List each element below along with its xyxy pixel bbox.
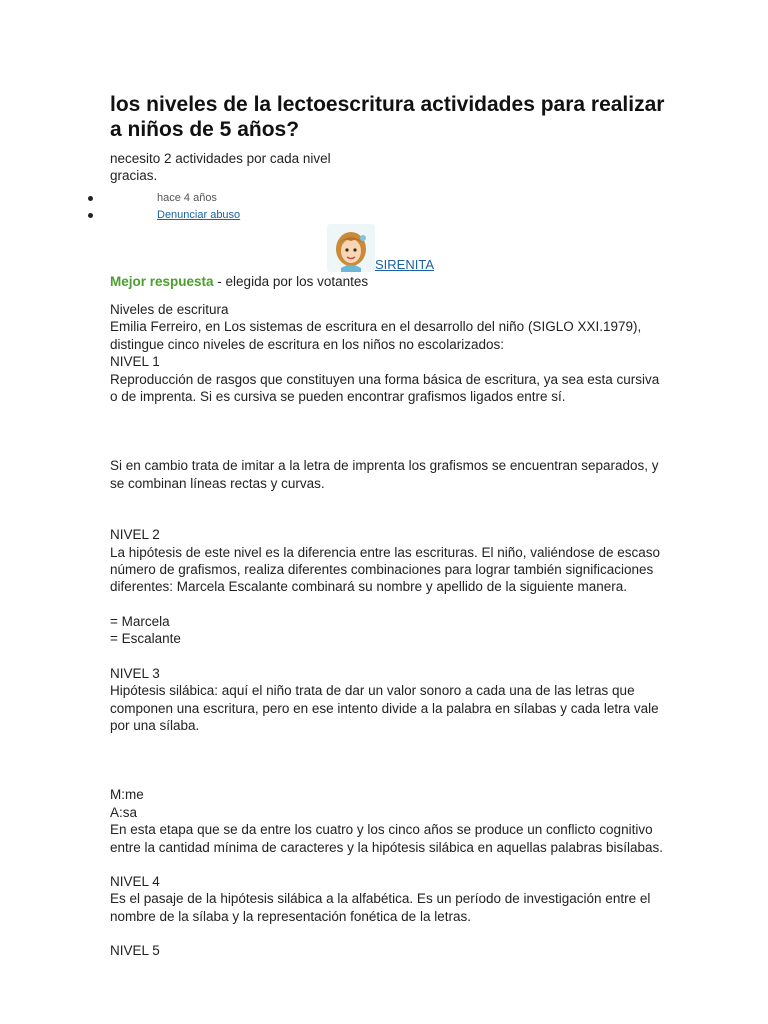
report-abuse-link[interactable]: Denunciar abuso [157,209,241,221]
answer-paragraph: Niveles de escritura [110,302,229,317]
time-ago: hace 4 años [157,192,217,204]
example-line: A:sa [110,804,138,820]
example-line: M:me [110,787,144,803]
answer-body [110,301,670,960]
answer-paragraph: Si en cambio trata de imitar a la letra de imprenta los grafismos se encuentran separados, y se combinan líneas rectas y curvas. [110,458,659,491]
answer-paragraph: Emilia Ferreiro, en Los sistemas de escritura en el desarrollo del niño (SIGLO XXI.1979), distingue cinco niveles de escritura en los niños no escolarizados: [110,319,642,352]
best-answer-line [110,274,368,289]
bullet-icon [88,213,93,218]
answer-paragraph: La hipótesis de este nivel es la diferencia entre las escrituras. El niño, valiéndose de escaso número de grafismos, realiza diferentes combinaciones para lograr también significaciones diferentes: Marcela Escalante combinará su nombre y apellido de la siguiente manera. [110,544,661,595]
level-heading: NIVEL 1 [110,354,160,370]
question-line: gracias. [110,168,158,183]
level-heading: NIVEL 5 [110,943,160,959]
question-line: necesito 2 actividades por cada nivel [110,151,331,166]
question-title: los niveles de la lectoescritura actividades para realizar a niños de 5 años? [110,93,665,141]
girl-avatar-icon[interactable] [327,224,375,272]
answer-paragraph: Reproducción de rasgos que constituyen una forma básica de escritura, ya sea esta cursiva o de imprenta. Si es cursiva se pueden encontrar grafismos ligados entre sí. [110,371,660,405]
answer-paragraph: Hipótesis silábica: aquí el niño trata de dar un valor sonoro a cada una de las letras que componen una escritura, pero en ese intento divide a la palabra en sílabas y cada letra vale por una sílaba. [110,683,659,733]
bullet-icon [88,196,93,201]
question-block [110,92,670,184]
answer-paragraph: Es el pasaje de la hipótesis silábica a la alfabética. Es un período de investigación entre el nombre de la sílaba y la representación fonética de la letras. [110,891,651,924]
answer-paragraph: En esta etapa que se da entre los cuatro y los cinco años se produce un conflicto cognitivo entre la cantidad mínima de caracteres y la hipótesis silábica en aquellas palabras bisílabas. [110,822,664,855]
answerer-name-link[interactable]: SIRENITA [375,257,434,272]
best-answer-suffix: - elegida por los votantes [213,274,369,289]
level-heading: NIVEL 2 [110,527,160,543]
example-line: = Escalante [110,631,181,647]
example-line: = Marcela [110,613,170,629]
question-body [110,150,670,184]
level-heading: NIVEL 4 [110,873,160,889]
level-heading: NIVEL 3 [110,665,160,681]
answerer [327,224,434,272]
best-answer-label: Mejor respuesta [110,274,214,289]
